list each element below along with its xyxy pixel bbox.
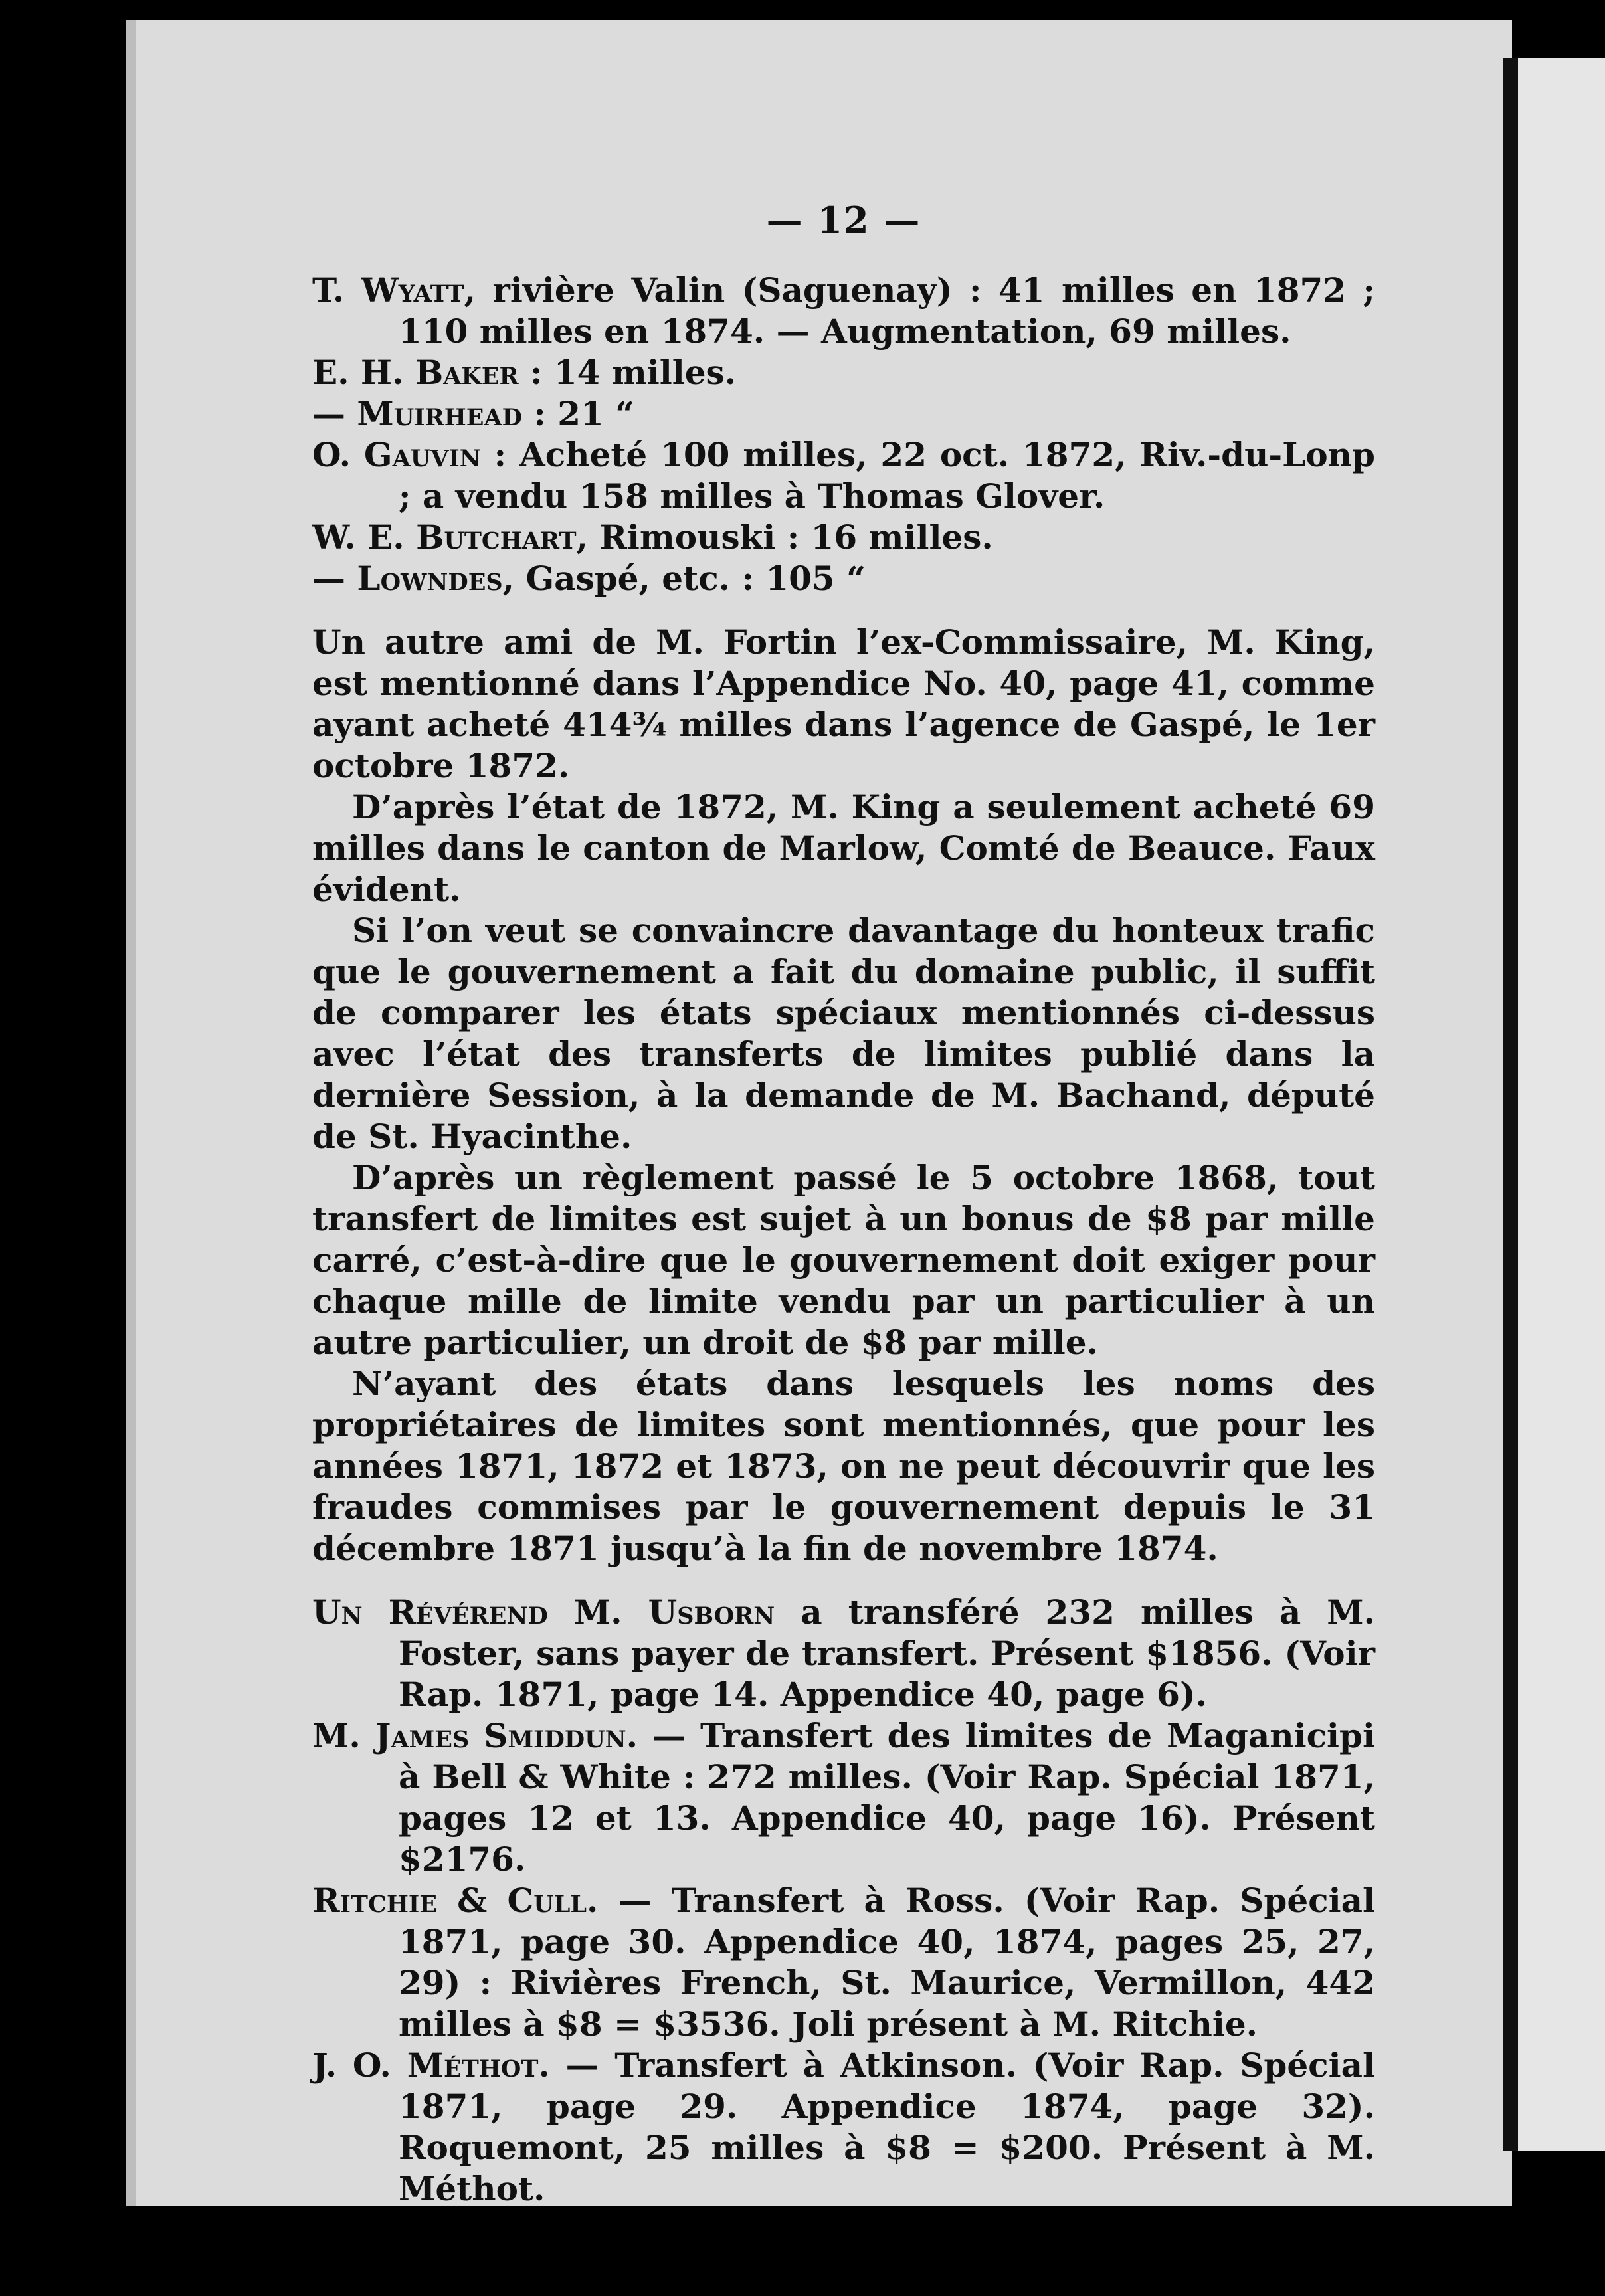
entries-bottom	[312, 1592, 1375, 2210]
entry-name: E. H. Baker	[312, 353, 519, 392]
paragraph: N’ayant des états dans lesquels les noms des propriétaires de limites sont mentionnés, que pour les années 1871, 1872 et 1873, on ne peut découvrir que les fraudes commises par le gouvernement depuis le 31 décembre 1871 jusqu’à la fin de novembre 1874.	[312, 1364, 1375, 1568]
entry	[312, 352, 1375, 393]
entry	[312, 2045, 1375, 2210]
entry-name: J. O. Méthot	[312, 2046, 539, 2085]
entry	[312, 393, 1375, 434]
entry-text: , Rimouski : 16 milles.	[576, 518, 993, 557]
entry-name: Ritchie & Cull	[312, 1881, 587, 1920]
entry-name: Un Révérend M. Usborn	[312, 1592, 775, 1632]
paragraph: Si l’on veut se convaincre davantage du honteux trafic que le gouvernement a fait du domaine public, il suffit de comparer les états spéciaux mentionnés ci-dessus avec l’état des transferts de limites publié dans la dernière Session, à la demande de M. Bachand, député de St. Hyacinthe.	[312, 911, 1375, 1156]
entry-text: a transféré 232 milles à M. Foster, sans payer de transfert. Présent $1856. (Voir Rap. 1871, page 14. Appendice 40, page 6).	[399, 1592, 1376, 1714]
entry-name: W. E. Butchart	[312, 518, 577, 557]
entry	[312, 517, 1375, 558]
entry-text: . — Transfert des limites de Maganicipi à Bell & White : 272 milles. (Voir Rap. Spécial 1871, pages 12 et 13. Appendice 40, page 16). Présent $2176.	[399, 1716, 1375, 1879]
entry-name: M. James Smiddun	[312, 1716, 626, 1755]
paragraph: Un autre ami de M. Fortin l’ex-Commissaire, M. King, est mentionné dans l’Appendice No. 40, page 41, comme ayant acheté 414¾ milles dans l’agence de Gaspé, le 1er octobre 1872.	[312, 622, 1375, 785]
adjacent-page-edge	[1518, 58, 1605, 2151]
page-text	[312, 199, 1375, 2210]
paragraph: D’après l’état de 1872, M. King a seulement acheté 69 milles dans le canton de Marlow, Comté de Beauce. Faux évident.	[312, 787, 1375, 909]
entry	[312, 270, 1375, 352]
page-number: — 12 —	[766, 199, 921, 241]
entry	[312, 1592, 1375, 1715]
entry-name: T. Wyatt	[312, 270, 464, 310]
entry	[312, 558, 1375, 599]
entry-text: : 21 “	[522, 394, 635, 433]
entry-text: . — Transfert à Ross. (Voir Rap. Spécial 1871, page 30. Appendice 40, 1874, pages 25, 27, 29) : Rivières French, St. Maurice, Vermillon, 442 milles à $8 = $3536. Joli présent à M. Ritchie.	[399, 1881, 1376, 2044]
entry-name: O. Gauvin	[312, 435, 481, 474]
entry-text: , rivière Valin (Saguenay) : 41 milles en 1872 ; 110 milles en 1874. — Augmentation, 69 milles.	[399, 270, 1375, 351]
entry-name: — Lowndes	[312, 559, 503, 598]
entry-text: : 14 milles.	[518, 353, 737, 392]
entry	[312, 434, 1375, 517]
entry	[312, 1715, 1375, 1880]
entry-text: : Acheté 100 milles, 22 oct. 1872, Riv.-du-Lonp ; a vendu 158 milles à Thomas Glover.	[399, 435, 1375, 516]
entry-name: — Muirhead	[312, 394, 522, 433]
entry	[312, 1880, 1375, 2045]
entry-text: , Gaspé, etc. : 105 “	[502, 559, 866, 598]
paragraph: D’après un règlement passé le 5 octobre 1868, tout transfert de limites est sujet à un bonus de $8 par mille carré, c’est-à-dire que le gouvernement doit exiger pour chaque mille de limite vendu par un particulier à un autre particulier, un droit de $8 par mille.	[312, 1158, 1375, 1362]
entry-text: . — Transfert à Atkinson. (Voir Rap. Spécial 1871, page 29. Appendice 1874, page 32). Roquemont, 25 milles à $8 = $200. Présent à M. Méthot.	[399, 2046, 1375, 2208]
entries-top	[312, 270, 1375, 599]
